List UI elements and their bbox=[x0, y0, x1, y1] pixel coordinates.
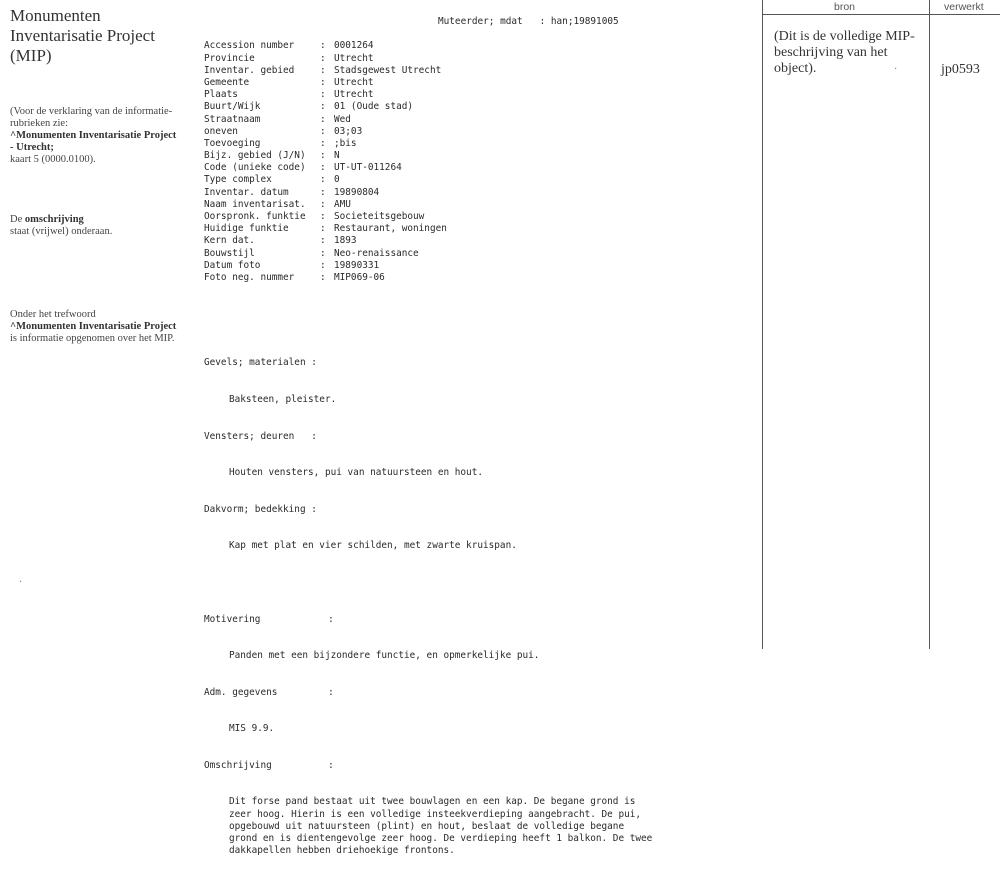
field-separator: : bbox=[320, 271, 326, 283]
record-field bbox=[204, 260, 759, 272]
field-value: 0001264 bbox=[334, 40, 374, 52]
field-separator: : bbox=[320, 174, 326, 186]
document-title: Monumenten Inventarisatie Project (MIP) bbox=[10, 6, 155, 65]
record-field bbox=[204, 272, 759, 284]
muteerder-field bbox=[438, 16, 619, 28]
field-value: Utrecht bbox=[334, 52, 374, 64]
record-field bbox=[204, 126, 759, 138]
column-divider bbox=[929, 0, 930, 649]
field-value: 01 (Oude stad) bbox=[334, 101, 414, 113]
gevels-value: Baksteen, pleister. bbox=[229, 393, 337, 405]
motivering-label: Motivering : bbox=[204, 613, 334, 625]
field-key: Accession number bbox=[204, 40, 295, 52]
omschrijving-text bbox=[204, 796, 759, 857]
record-field bbox=[204, 40, 759, 52]
field-separator: : bbox=[320, 89, 326, 101]
note-text: is informatie opgenomen over het MIP. bbox=[10, 333, 175, 344]
explanation-note bbox=[10, 106, 180, 166]
record-field bbox=[204, 114, 759, 126]
record-field bbox=[204, 53, 759, 65]
dakvorm-label: Dakvorm; bedekking : bbox=[204, 503, 317, 515]
omschrijving-line: grond en is dientengevolge zeer hoog. De verdieping heeft 1 balkon. De twee bbox=[229, 833, 653, 845]
field-value: N bbox=[334, 150, 340, 162]
field-separator: : bbox=[320, 52, 326, 64]
field-value: Societeitsgebouw bbox=[334, 211, 425, 223]
dakvorm-value: Kap met plat en vier schilden, met zwarte kruispan. bbox=[229, 540, 517, 552]
field-separator: : bbox=[320, 137, 326, 149]
record-field bbox=[204, 150, 759, 162]
field-key: Datum foto bbox=[204, 259, 261, 271]
field-key: Provincie bbox=[204, 52, 255, 64]
field-separator: : bbox=[320, 198, 326, 210]
omschrijving-label: Omschrijving : bbox=[204, 759, 334, 771]
field-key: Naam inventarisat. bbox=[204, 198, 306, 210]
field-value: AMU bbox=[334, 198, 351, 210]
verwerkt-code: jp0593 bbox=[941, 62, 980, 77]
adm-value: MIS 9.9. bbox=[229, 723, 275, 735]
field-separator: : bbox=[320, 235, 326, 247]
keyword-note bbox=[10, 309, 180, 345]
record-field bbox=[204, 89, 759, 101]
field-key: Huidige funktie bbox=[204, 223, 289, 235]
record-field bbox=[204, 199, 759, 211]
note-keyword: omschrijving bbox=[24, 214, 84, 225]
field-value: 19890804 bbox=[334, 186, 380, 198]
field-key: Foto neg. nummer bbox=[204, 271, 295, 283]
field-separator: : bbox=[320, 101, 326, 113]
field-value: MIP069-06 bbox=[334, 271, 385, 283]
field-key: Kern dat. bbox=[204, 235, 255, 247]
field-value: 1893 bbox=[334, 235, 357, 247]
field-key: oneven bbox=[204, 125, 238, 137]
field-key: Inventar. gebied bbox=[204, 64, 295, 76]
scan-speck: · bbox=[19, 577, 23, 588]
record-field bbox=[204, 77, 759, 89]
field-key: Inventar. datum bbox=[204, 186, 289, 198]
gevels-label: Gevels; materialen : bbox=[204, 357, 317, 369]
field-separator: : bbox=[320, 223, 326, 235]
vensters-value: Houten vensters, pui van natuursteen en hout. bbox=[229, 467, 483, 479]
record-field bbox=[204, 248, 759, 260]
record-field bbox=[204, 187, 759, 199]
field-value: : han;19891005 bbox=[539, 16, 619, 27]
omschrijving-line: zeer hoog. Hierin is een volledige insteekverdieping aangebracht. De pui, bbox=[229, 808, 642, 820]
field-separator: : bbox=[320, 150, 326, 162]
field-separator: : bbox=[320, 162, 326, 174]
field-separator: : bbox=[320, 211, 326, 223]
field-key: Oorspronk. funktie bbox=[204, 211, 306, 223]
field-value: ;bis bbox=[334, 137, 357, 149]
record-field bbox=[204, 223, 759, 235]
header-rule bbox=[762, 14, 1000, 15]
record-field bbox=[204, 101, 759, 113]
vensters-label: Vensters; deuren : bbox=[204, 430, 317, 442]
field-separator: : bbox=[320, 259, 326, 271]
note-reference: ^Monumenten Inventarisatie Project - Utrecht; bbox=[10, 130, 177, 153]
mip-record bbox=[204, 16, 759, 870]
column-divider bbox=[762, 0, 763, 649]
field-separator: : bbox=[320, 76, 326, 88]
omschrijving-line: dakkapellen hebben driehoekige frontons. bbox=[229, 845, 455, 857]
omschrijving-line: opgebouwd uit natuursteen (plint) en hout, beslaat de volledige begane bbox=[229, 820, 625, 832]
field-value: UT-UT-011264 bbox=[334, 162, 402, 174]
field-key: Muteerder; mdat bbox=[438, 16, 523, 27]
description-note bbox=[10, 214, 180, 238]
record-field bbox=[204, 211, 759, 223]
field-separator: : bbox=[320, 247, 326, 259]
bron-text: (Dit is de volledige MIP-beschrijving van het object). bbox=[774, 29, 915, 76]
field-separator: : bbox=[320, 125, 326, 137]
field-key: Code (unieke code) bbox=[204, 162, 306, 174]
field-key: Buurt/Wijk bbox=[204, 101, 261, 113]
note-text: Onder het trefwoord bbox=[10, 309, 96, 320]
record-field bbox=[204, 138, 759, 150]
field-value: 0 bbox=[334, 174, 340, 186]
note-text: kaart 5 (0000.0100). bbox=[10, 154, 96, 165]
field-key: Type complex bbox=[204, 174, 272, 186]
field-value: 03;03 bbox=[334, 125, 363, 137]
field-key: Gemeente bbox=[204, 76, 250, 88]
verwerkt-header: verwerkt bbox=[944, 1, 984, 13]
field-value: 19890331 bbox=[334, 259, 380, 271]
field-value: Wed bbox=[334, 113, 351, 125]
field-value: Restaurant, woningen bbox=[334, 223, 447, 235]
record-field bbox=[204, 162, 759, 174]
note-reference: ^Monumenten Inventarisatie Project bbox=[10, 321, 177, 332]
note-text: De bbox=[10, 214, 23, 225]
field-separator: : bbox=[320, 186, 326, 198]
note-text: (Voor de verklaring van de informatie-rubrieken zie: bbox=[10, 106, 173, 129]
field-separator: : bbox=[320, 64, 326, 76]
record-field bbox=[204, 235, 759, 247]
record-field bbox=[204, 65, 759, 77]
field-key: Plaats bbox=[204, 89, 238, 101]
field-key: Straatnaam bbox=[204, 113, 261, 125]
field-value: Neo-renaissance bbox=[334, 247, 419, 259]
field-key: Bijz. gebied (J/N) bbox=[204, 150, 306, 162]
field-key: Bouwstijl bbox=[204, 247, 255, 259]
field-value: Utrecht bbox=[334, 89, 374, 101]
record-fields bbox=[204, 40, 759, 284]
field-value: Utrecht bbox=[334, 76, 374, 88]
scan-speck: · bbox=[894, 64, 898, 75]
adm-label: Adm. gegevens : bbox=[204, 686, 334, 698]
record-field bbox=[204, 174, 759, 186]
field-separator: : bbox=[320, 113, 326, 125]
field-separator: : bbox=[320, 40, 326, 52]
note-text: staat (vrijwel) onderaan. bbox=[10, 226, 113, 237]
bron-header: bron bbox=[834, 1, 856, 13]
field-key: Toevoeging bbox=[204, 137, 261, 149]
omschrijving-line: Dit forse pand bestaat uit twee bouwlagen en een kap. De begane grond is bbox=[229, 796, 636, 808]
motivering-value: Panden met een bijzondere functie, en opmerkelijke pui. bbox=[229, 650, 540, 662]
field-value: Stadsgewest Utrecht bbox=[334, 64, 442, 76]
